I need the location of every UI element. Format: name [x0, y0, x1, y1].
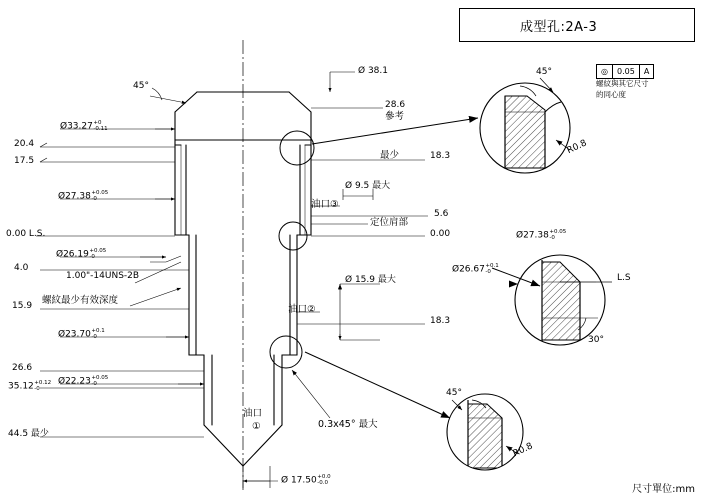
note-45-degree-top: 45°: [133, 81, 149, 91]
dim-left-0-ls: 0.00 L.S.: [6, 229, 46, 239]
detail-view-bottom: [447, 394, 523, 470]
dim-diameter-23-70: Ø23.70 +0.1 -0: [58, 328, 105, 340]
gdt-note-line2: 的同心度: [596, 90, 626, 99]
note-port-2: 油口②: [288, 304, 316, 315]
dim-right-5-6: 5.6: [434, 209, 449, 219]
dim-diameter-38-1: Ø 38.1: [358, 66, 388, 76]
dim-left-17-5: 17.5: [14, 156, 35, 166]
dim-right-18-3-top: 18.3: [430, 151, 451, 161]
detail-mid-ls-label: L.S: [617, 273, 631, 283]
gdt-datum-letter: A: [643, 67, 650, 76]
detail-mid-diameter-26-67: Ø26.67 +0.1 -0: [452, 263, 499, 275]
units-note: 尺寸單位:mm: [632, 484, 695, 495]
note-locating-shoulder: 定位肩部: [370, 217, 409, 228]
concentricity-icon: ◎: [597, 65, 613, 78]
dim-left-35-12: 35.12 +0.12 -0: [8, 380, 52, 392]
dim-left-20-4: 20.4: [14, 139, 35, 149]
gdt-note-line1: 螺紋與其它尺寸: [596, 79, 649, 88]
dim-diameter-9-5-max: Ø 9.5 最大: [345, 181, 391, 191]
dim-right-0-00: 0.00: [430, 229, 451, 239]
dim-right-18-3-bottom: 18.3: [430, 316, 451, 326]
dim-diameter-22-23: Ø22.23 +0.05 -0: [58, 375, 109, 387]
title-text: 成型孔:2A-3: [520, 20, 598, 35]
detail-top-radius: R0.8: [565, 138, 589, 157]
detail-view-top: [480, 78, 570, 173]
gdt-tolerance-value: 0.05: [613, 65, 640, 78]
detail-top-angle: 45°: [536, 67, 552, 77]
note-28-6: 28.6: [385, 100, 406, 110]
dim-left-26-6: 26.6: [12, 363, 33, 373]
dim-left-15-9: 15.9: [12, 301, 33, 311]
note-thread-min-depth: 螺紋最少有效深度: [42, 295, 119, 306]
detail-view-middle: [492, 255, 612, 345]
note-thread-spec: 1.00"-14UNS-2B: [66, 271, 140, 281]
dim-diameter-15-9-max: Ø 15.9 最大: [345, 275, 396, 285]
dim-diameter-17-50: Ø 17.50 +0.0 -0.0: [281, 474, 331, 486]
dim-diameter-33-27: Ø33.27 +0 -0.11: [60, 120, 108, 132]
note-port-label: 油口: [243, 408, 263, 419]
dim-diameter-26-19: Ø26.19 +0.05 -0: [56, 248, 107, 260]
note-reference: 參考: [385, 111, 405, 122]
note-minimum-top: 最少: [380, 150, 400, 161]
detail-bottom-angle: 45°: [446, 388, 462, 398]
dim-left-4-0: 4.0: [14, 263, 29, 273]
detail-bottom-radius: R0.8: [511, 441, 535, 460]
dim-left-44-5-min: 44.5 最少: [8, 429, 49, 439]
detail-mid-angle-30: 30°: [588, 335, 604, 345]
note-port-3: 油口③: [311, 199, 339, 210]
note-chamfer-0-3x45: 0.3x45° 最大: [318, 419, 378, 430]
dim-diameter-27-38: Ø27.38 +0.05 -0: [58, 190, 109, 202]
note-port-1: ①: [252, 421, 261, 432]
gdt-feature-control-frame: [596, 64, 654, 79]
port-circles: [270, 131, 314, 368]
detail-mid-diameter-27-38: Ø27.38 +0.05 -0: [516, 229, 567, 241]
